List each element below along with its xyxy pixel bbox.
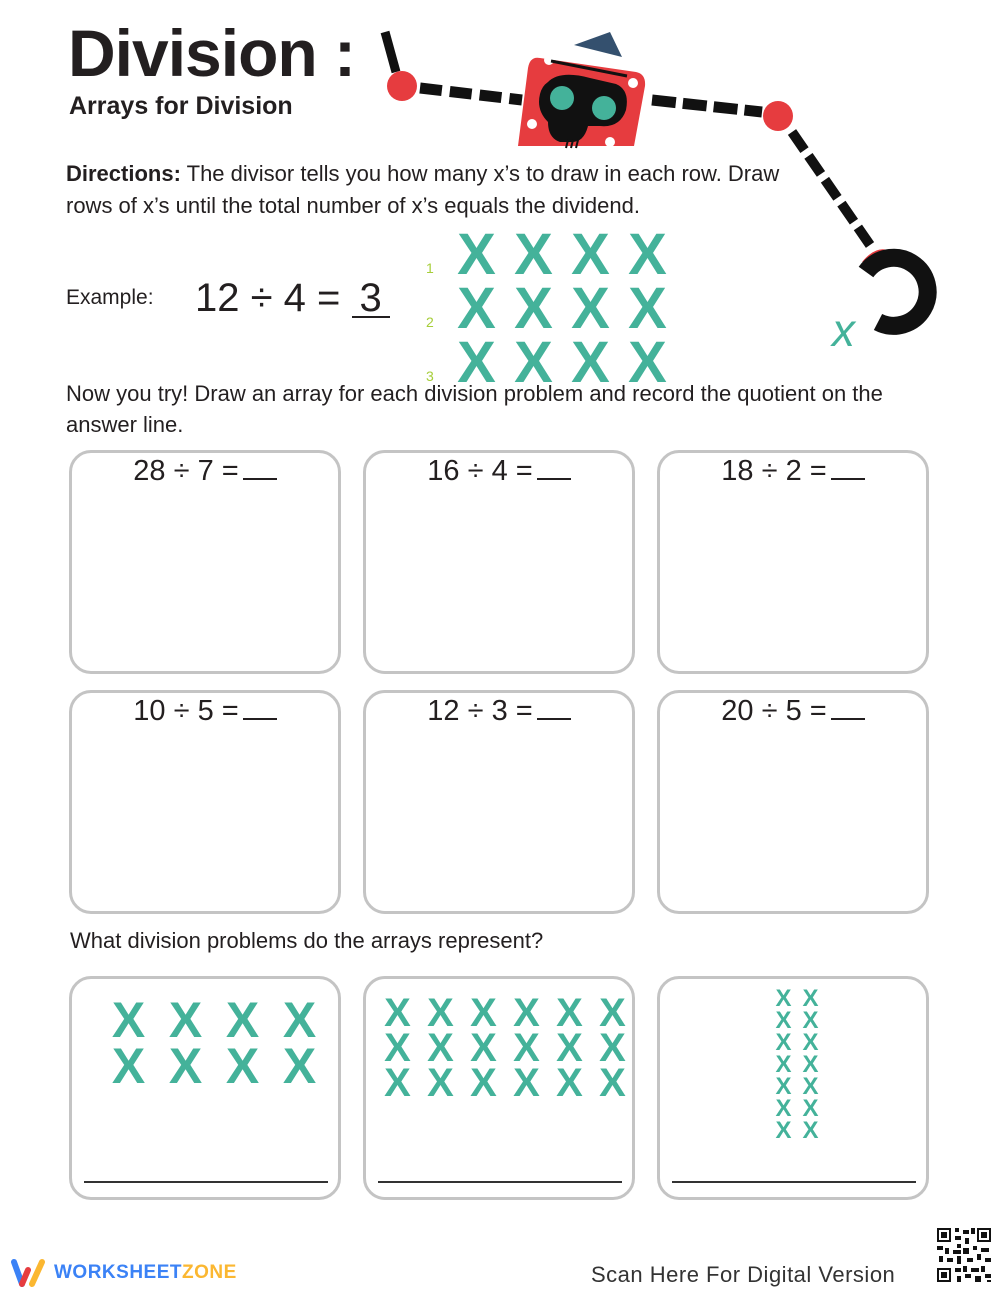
x-mark: X [571, 330, 610, 395]
problem-equation [72, 693, 338, 729]
x-mark: X [775, 1073, 792, 1100]
x-mark: X [802, 985, 819, 1012]
x-mark: X [571, 276, 610, 341]
directions-label: Directions: [66, 161, 181, 186]
example-array [426, 222, 676, 395]
x-mark: X [427, 1026, 454, 1070]
answer-blank[interactable] [243, 694, 277, 720]
instructions-text: Now you try! Draw an array for each division problem and record the quotient on the answer line. [66, 381, 883, 437]
x-mark: X [599, 1061, 626, 1105]
x-mark: X [457, 276, 496, 341]
x-mark: X [775, 1117, 792, 1144]
example-equation [195, 276, 390, 321]
x-mark: X [111, 1038, 146, 1094]
x-mark: X [802, 1029, 819, 1056]
x-mark: X [513, 1026, 540, 1070]
answer-blank[interactable] [831, 694, 865, 720]
answer-line[interactable] [378, 1181, 622, 1183]
row-number: 1 [426, 260, 434, 276]
logo-w-icon [10, 1258, 46, 1288]
problem-box-3[interactable] [657, 450, 929, 674]
x-mark: X [775, 1029, 792, 1056]
x-mark: X [599, 991, 626, 1035]
x-mark: X [513, 991, 540, 1035]
x-mark: X [427, 1061, 454, 1105]
answer-blank[interactable] [537, 454, 571, 480]
problem-box-4[interactable] [69, 690, 341, 914]
answer-line[interactable] [84, 1181, 328, 1183]
x-mark: X [802, 1095, 819, 1122]
worksheet-zone-logo[interactable] [10, 1258, 237, 1288]
x-mark: X [282, 1038, 317, 1094]
x-mark: X [384, 1026, 411, 1070]
scan-text: Scan Here For Digital Version [591, 1262, 896, 1287]
row-number: 2 [426, 314, 434, 330]
qr-code-icon[interactable] [935, 1226, 993, 1284]
problem-equation [660, 453, 926, 489]
problem-equation-text: 18 ÷ 2 = [721, 455, 827, 487]
answer-blank[interactable] [537, 694, 571, 720]
x-mark: X [457, 330, 496, 395]
x-mark: X [384, 1061, 411, 1105]
x-mark: X [457, 222, 496, 287]
x-mark: X [470, 1026, 497, 1070]
arrays-question: What division problems do the arrays represent? [70, 928, 544, 953]
array-box-3 [657, 976, 929, 1200]
example-array-row [426, 222, 676, 287]
array-box-2 [363, 976, 635, 1200]
problem-equation-text: 10 ÷ 5 = [133, 695, 239, 727]
x-mark: X [168, 992, 203, 1048]
x-mark: X [513, 1061, 540, 1105]
array-box-1 [69, 976, 341, 1200]
x-mark: X [802, 1051, 819, 1078]
x-mark: X [628, 330, 667, 395]
example-answer: 3 [352, 280, 390, 318]
problem-equation-text: 16 ÷ 4 = [427, 455, 533, 487]
x-mark: X [556, 991, 583, 1035]
x-mark: X [225, 992, 260, 1048]
x-mark: X [427, 991, 454, 1035]
answer-blank[interactable] [243, 454, 277, 480]
x-mark: X [514, 222, 553, 287]
problem-equation-text: 28 ÷ 7 = [133, 455, 239, 487]
x-mark: X [802, 1117, 819, 1144]
answer-line[interactable] [672, 1181, 916, 1183]
x-mark: X [802, 1073, 819, 1100]
directions-body: The divisor tells you how many x’s to draw in each row. Draw rows of x’s until the total number of x’s equals the dividend. [66, 161, 780, 218]
x-mark: X [775, 1095, 792, 1122]
page-subtitle: Arrays for Division [69, 92, 293, 120]
x-mark: X [775, 1051, 792, 1078]
problem-equation-text: 20 ÷ 5 = [721, 695, 827, 727]
x-mark: X [571, 222, 610, 287]
problem-equation [660, 693, 926, 729]
problem-equation [366, 693, 632, 729]
x-array [376, 991, 634, 1105]
x-mark: X [111, 992, 146, 1048]
x-mark: X [599, 1026, 626, 1070]
page-title: Division : [68, 16, 356, 90]
x-mark: X [556, 1026, 583, 1070]
problem-equation [72, 453, 338, 489]
x-mark: X [514, 330, 553, 395]
example-array-row [426, 276, 676, 341]
robot-head-icon [518, 32, 645, 148]
x-mark: X [470, 991, 497, 1035]
brand-name-part2: ZONE [182, 1262, 237, 1283]
x-mark: X [775, 985, 792, 1012]
x-mark: X [384, 991, 411, 1035]
problem-equation [366, 453, 632, 489]
x-array [770, 985, 824, 1144]
answer-blank[interactable] [831, 454, 865, 480]
problem-box-2[interactable] [363, 450, 635, 674]
x-mark: X [225, 1038, 260, 1094]
x-mark: X [556, 1061, 583, 1105]
x-mark: X [802, 1007, 819, 1034]
x-mark: X [628, 222, 667, 287]
robot-x-mark: x [832, 304, 855, 356]
x-array [100, 992, 328, 1094]
example-equation-text: 12 ÷ 4 = [195, 276, 352, 320]
brand-name-part1: WORKSHEET [54, 1262, 182, 1283]
problem-box-6[interactable] [657, 690, 929, 914]
x-mark: X [470, 1061, 497, 1105]
x-mark: X [514, 276, 553, 341]
directions-text [66, 158, 826, 222]
problem-box-1[interactable] [69, 450, 341, 674]
problem-equation-text: 12 ÷ 3 = [427, 695, 533, 727]
x-mark: X [282, 992, 317, 1048]
row-number: 3 [426, 368, 434, 384]
problem-box-5[interactable] [363, 690, 635, 914]
example-label: Example: [66, 286, 154, 309]
x-mark: X [628, 276, 667, 341]
robot-arm-left-icon [385, 32, 522, 101]
x-mark: X [775, 1007, 792, 1034]
x-mark: X [168, 1038, 203, 1094]
